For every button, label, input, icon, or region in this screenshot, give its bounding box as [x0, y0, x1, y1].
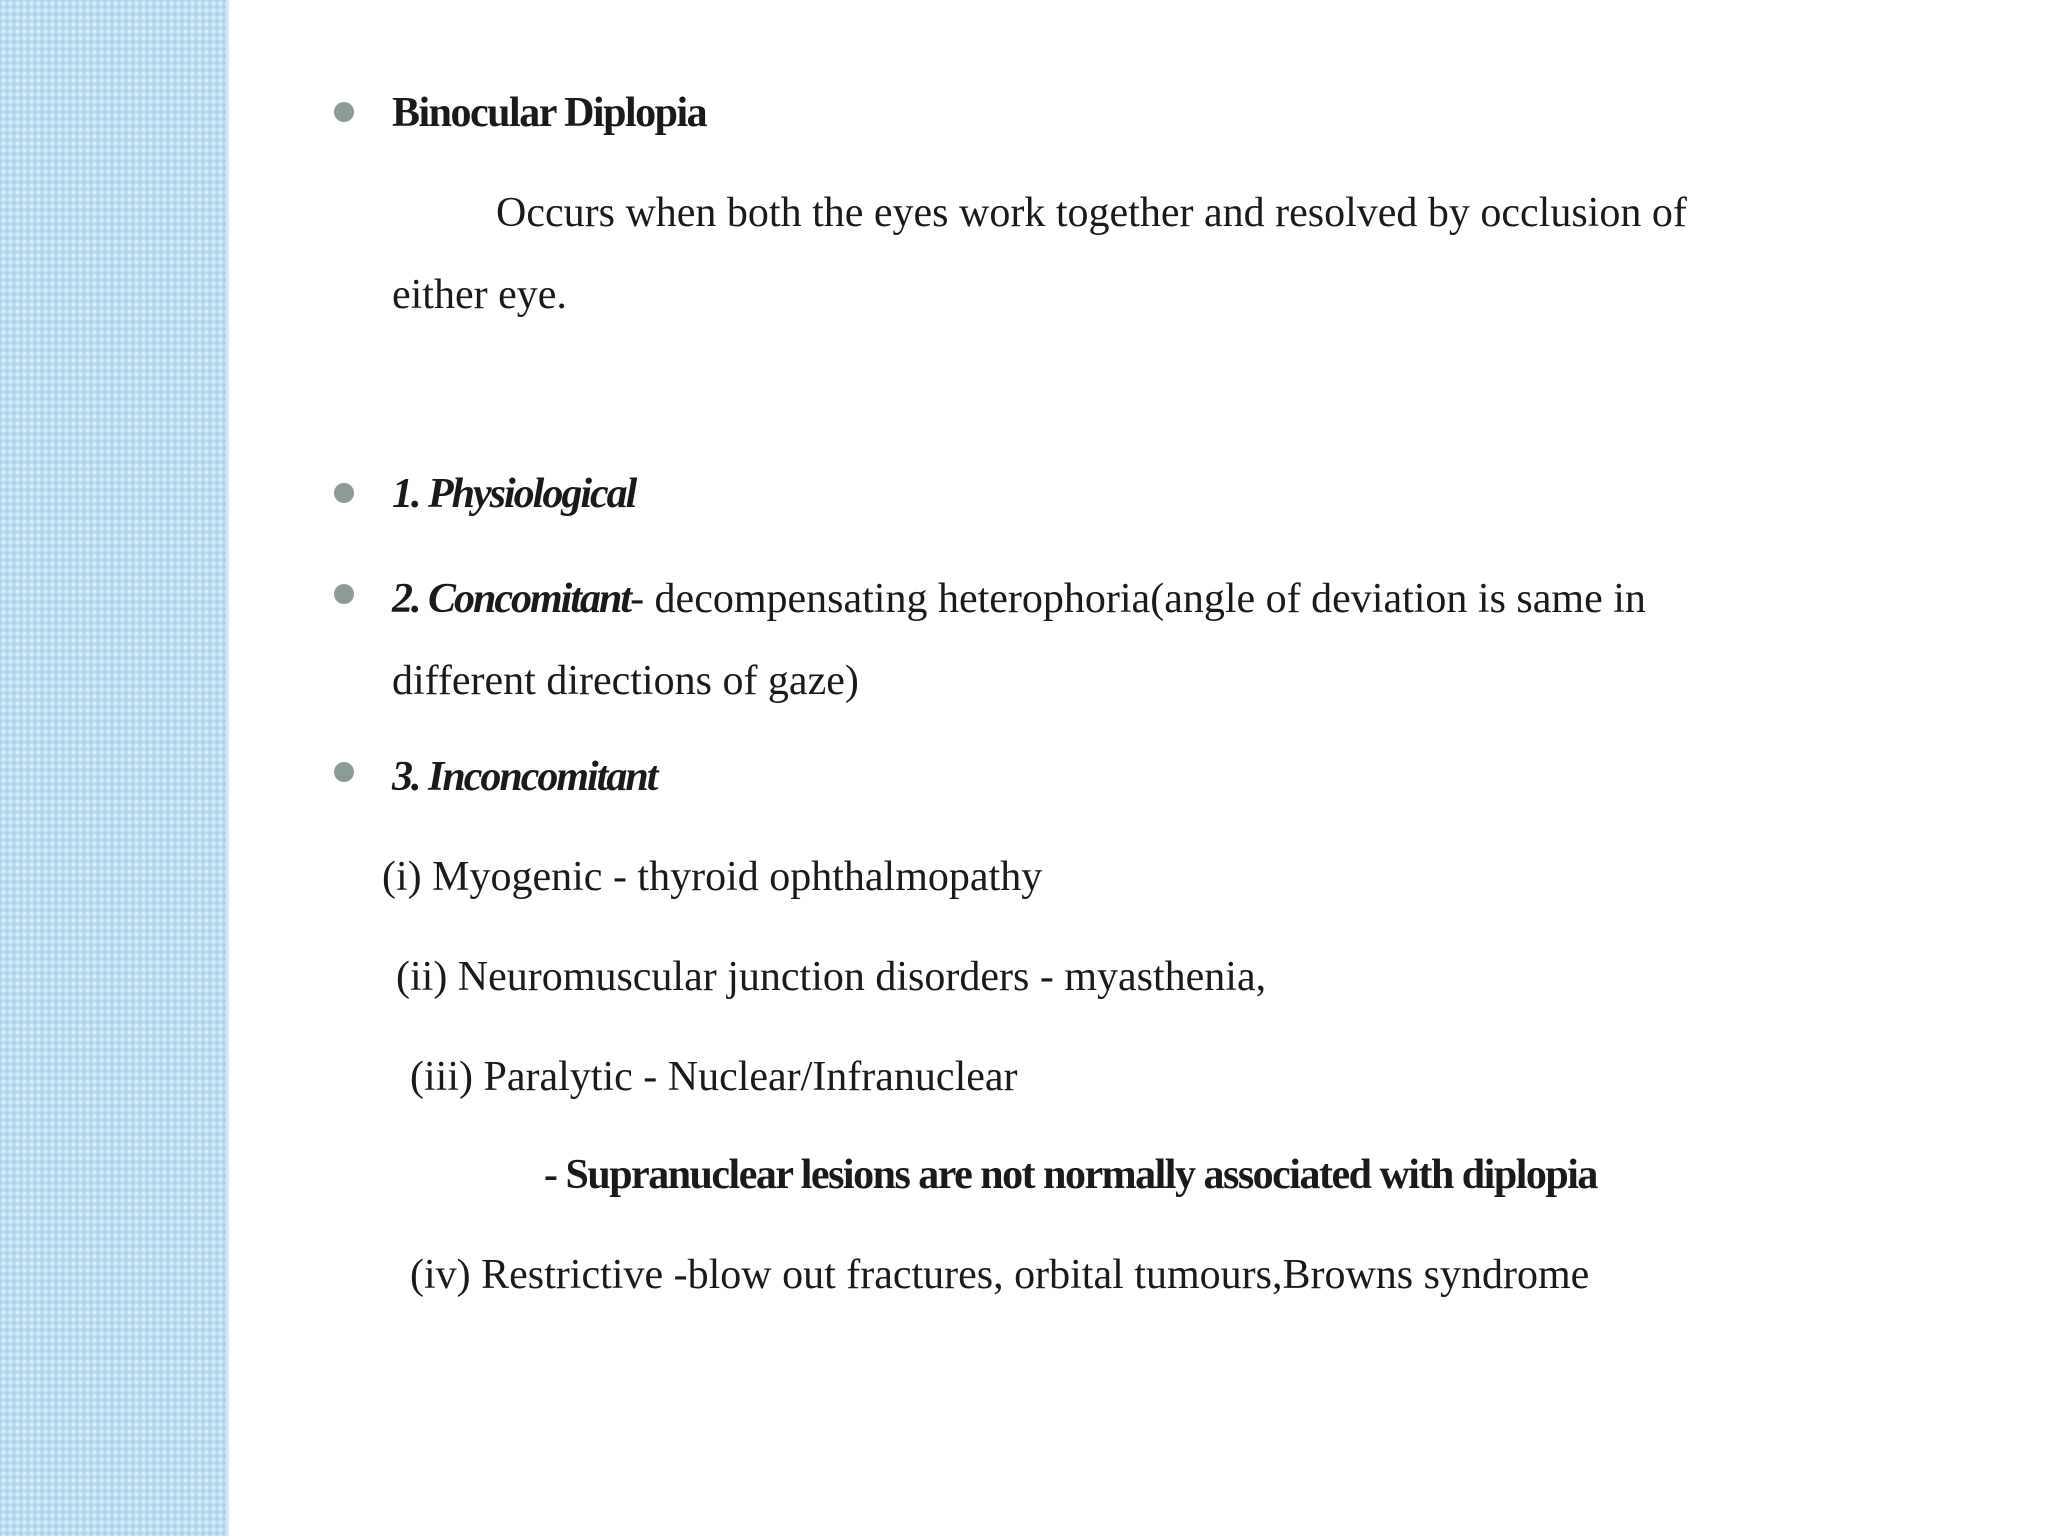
- sub-item-restrictive: (iv) Restrictive -blow out fractures, orbital tumours,Browns syndrome: [410, 1252, 1590, 1298]
- bullet-icon: [334, 584, 354, 604]
- bullet-icon: [334, 102, 354, 122]
- bullet-icon: [334, 483, 354, 503]
- item-concomitant: [392, 574, 1646, 624]
- decorative-side-strip: [0, 0, 229, 1536]
- item-physiological-label: 1. Physiological: [392, 471, 636, 517]
- section-heading: Binocular Diplopia: [392, 90, 707, 136]
- definition-text-line2: either eye.: [392, 272, 567, 318]
- item-inconcomitant-label: 3. Inconcomitant: [392, 754, 657, 800]
- sub-item-neuromuscular: (ii) Neuromuscular junction disorders - myasthenia,: [396, 954, 1267, 1000]
- item-concomitant-text-line2: different directions of gaze): [392, 658, 859, 704]
- sub-item-paralytic: (iii) Paralytic - Nuclear/Infranuclear: [410, 1054, 1018, 1100]
- sub-item-myogenic: (i) Myogenic - thyroid ophthalmopathy: [382, 854, 1043, 900]
- definition-text-line1: Occurs when both the eyes work together and resolved by occlusion of: [496, 190, 1687, 236]
- supranuclear-note: - Supranuclear lesions are not normally associated with diplopia: [544, 1152, 1597, 1198]
- item-concomitant-text: - decompensating heterophoria(angle of deviation is same in: [630, 576, 1646, 622]
- bullet-icon: [334, 762, 354, 782]
- item-concomitant-label: 2. Concomitant: [392, 576, 631, 622]
